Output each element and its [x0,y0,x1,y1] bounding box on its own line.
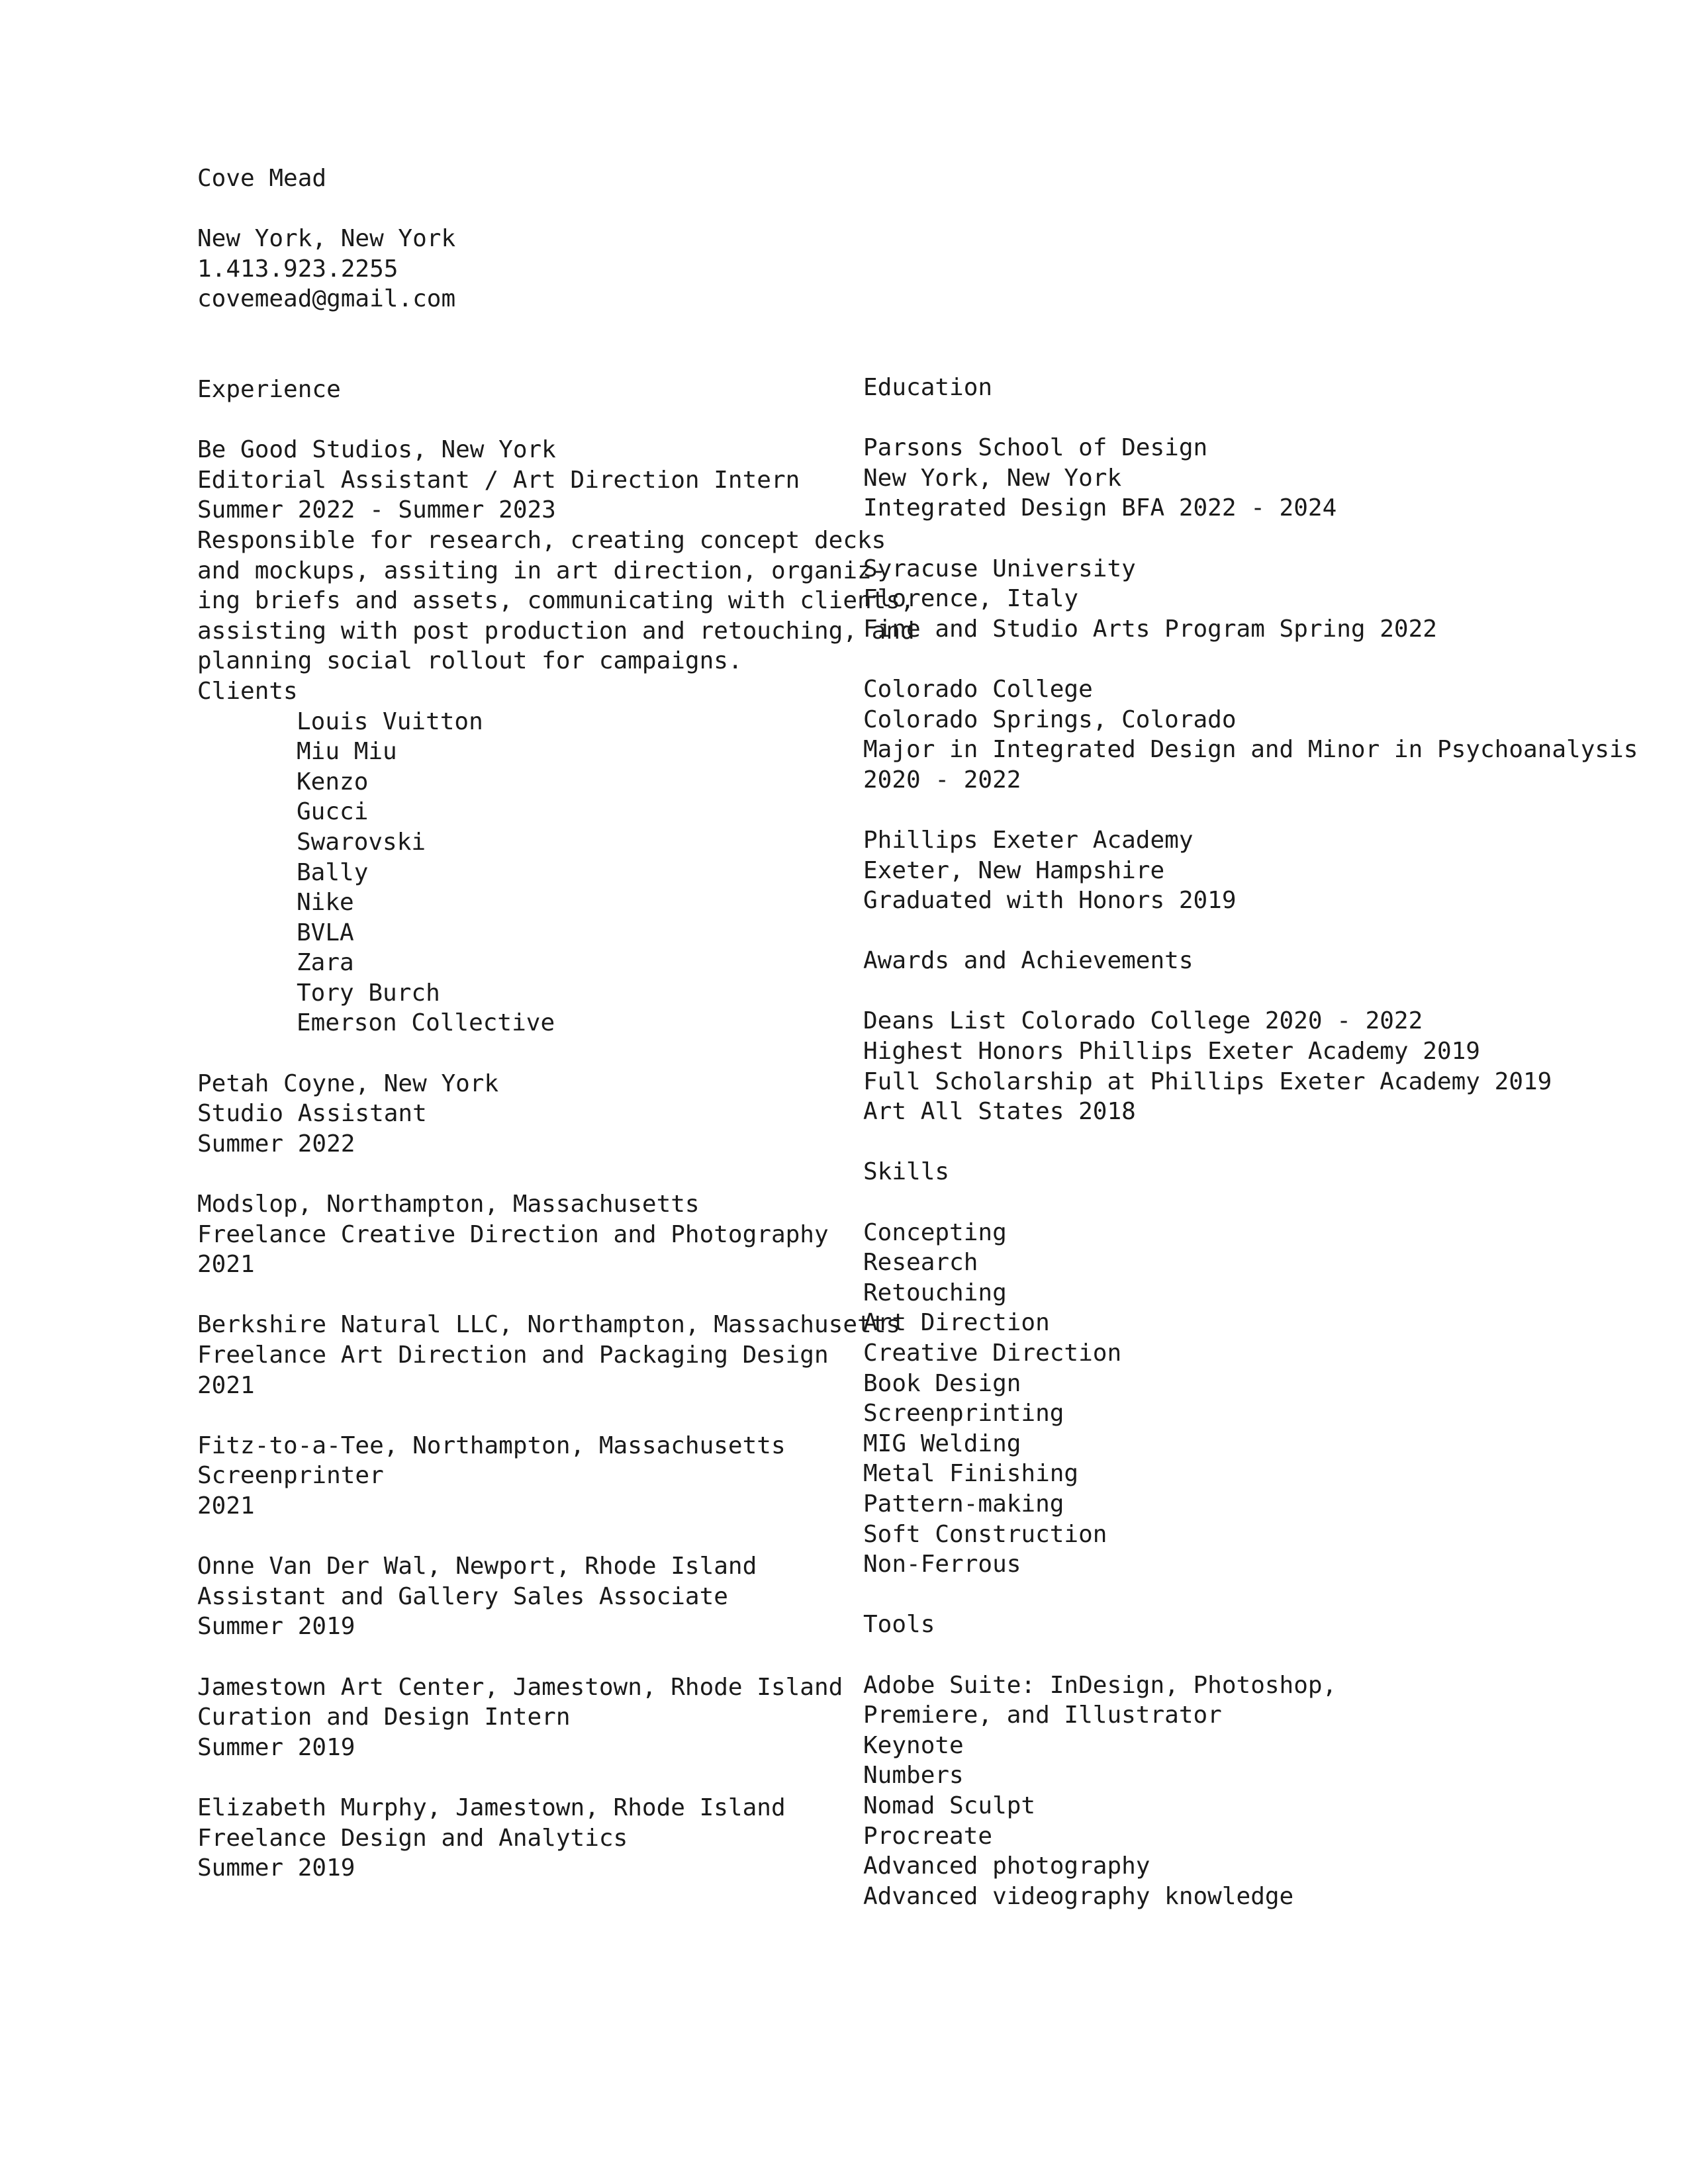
job-description-line: planning social rollout for campaigns. [197,647,743,675]
tool-item: Advanced photography [863,1852,1150,1880]
tool-item: Premiere, and Illustrator [863,1702,1222,1729]
awards-heading: Awards and Achievements [863,947,1194,975]
tools-heading: Tools [863,1611,935,1639]
skill-item: Art Direction [863,1309,1050,1337]
tool-item: Advanced videography knowledge [863,1882,1294,1910]
job-dates: 2021 [197,1371,255,1399]
skill-item: Soft Construction [863,1520,1107,1548]
name: Cove Mead [197,165,327,192]
job-entry [197,1672,915,1763]
client-item: Gucci [297,798,369,826]
client-item: BVLA [297,919,354,946]
skill-item: Book Design [863,1369,1021,1397]
job-entry [197,1310,915,1400]
right-column [863,373,1638,1911]
school-line: Graduated with Honors 2019 [863,887,1237,915]
job-role: Freelance Creative Direction and Photography [197,1220,829,1248]
school-line: Exeter, New Hampshire [863,856,1165,884]
school-line: Integrated Design BFA 2022 - 2024 [863,494,1337,522]
school-line: New York, New York [863,464,1122,492]
skill-item: Concepting [863,1218,1007,1246]
job-description-line: assisting with post production and retouching, and [197,617,915,645]
job-dates: Summer 2022 - Summer 2023 [197,496,556,524]
education-heading: Education [863,374,993,401]
skill-item: MIG Welding [863,1430,1021,1457]
client-item: Bally [297,858,369,886]
clients-label: Clients [197,677,298,705]
job-description-line: and mockups, assiting in art direction, organiz- [197,557,886,584]
client-item: Emerson Collective [297,1009,555,1037]
job-role: Assistant and Gallery Sales Associate [197,1582,728,1610]
job-role: Screenprinter [197,1462,384,1490]
job-company: Modslop, Northampton, Massachusetts [197,1191,700,1218]
client-item: Zara [297,949,354,977]
skill-item: Research [863,1249,978,1277]
client-item: Kenzo [297,768,369,796]
school-line: Syracuse University [863,555,1136,582]
award-item: Deans List Colorado College 2020 - 2022 [863,1007,1423,1035]
location: New York, New York [197,225,456,253]
client-item: Nike [297,889,354,917]
tool-item: Keynote [863,1731,964,1759]
job-role: Freelance Design and Analytics [197,1824,628,1852]
school-line: Parsons School of Design [863,434,1208,462]
job-company: Berkshire Natural LLC, Northampton, Massachusetts [197,1311,901,1339]
skill-item: Metal Finishing [863,1460,1079,1488]
job-entry [197,1793,915,1884]
job-entry [197,1069,915,1160]
job-dates: Summer 2022 [197,1130,355,1158]
job-company: Petah Coyne, New York [197,1069,499,1097]
client-item: Tory Burch [297,979,440,1007]
awards-section [863,946,1638,1127]
job-company: Elizabeth Murphy, Jamestown, Rhode Island [197,1794,786,1821]
job-description-line: ing briefs and assets, communicating with clients, [197,587,915,615]
job-role: Studio Assistant [197,1100,427,1128]
skill-item: Pattern-making [863,1490,1064,1518]
school-line: Florence, Italy [863,585,1079,613]
job-dates: 2021 [197,1251,255,1279]
skill-item: Screenprinting [863,1400,1064,1428]
school-line: Colorado Springs, Colorado [863,705,1237,733]
experience-heading: Experience [197,376,341,403]
school-line: Major in Integrated Design and Minor in Psychoanalysis [863,736,1638,764]
school-line: Colorado College [863,675,1093,703]
job-dates: 2021 [197,1492,255,1520]
job-role: Curation and Design Intern [197,1704,571,1731]
client-item: Swarovski [297,828,426,856]
skill-item: Non-Ferrous [863,1551,1021,1578]
experience-section [197,375,915,1884]
tool-item: Adobe Suite: InDesign, Photoshop, [863,1671,1337,1699]
tool-item: Numbers [863,1762,964,1790]
award-item: Full Scholarship at Phillips Exeter Academy 2019 [863,1068,1552,1095]
client-item: Louis Vuitton [297,707,483,735]
skill-item: Creative Direction [863,1340,1122,1367]
tools-section [863,1610,1638,1911]
school-line: 2020 - 2022 [863,766,1021,794]
job-role: Freelance Art Direction and Packaging Design [197,1342,829,1369]
school-line: Phillips Exeter Academy [863,826,1194,854]
skill-item: Retouching [863,1279,1007,1306]
tool-item: Nomad Sculpt [863,1792,1036,1819]
job-dates: Summer 2019 [197,1613,355,1641]
email: covemead@gmail.com [197,285,456,313]
tool-item: Procreate [863,1822,993,1850]
job-description-line: Responsible for research, creating concept decks [197,526,886,554]
award-item: Art All States 2018 [863,1098,1136,1126]
job-company: Jamestown Art Center, Jamestown, Rhode Island [197,1673,843,1701]
job-entry [197,1189,915,1280]
school-line: Fine and Studio Arts Program Spring 2022 [863,615,1437,643]
job-entry [197,1431,915,1522]
phone: 1.413.923.2255 [197,255,399,283]
job-company: Fitz-to-a-Tee, Northampton, Massachusetts [197,1432,786,1459]
skills-section [863,1157,1638,1579]
skills-heading: Skills [863,1158,950,1186]
job-role: Editorial Assistant / Art Direction Intern [197,466,800,494]
job-entry [197,435,915,1038]
award-item: Highest Honors Phillips Exeter Academy 2019 [863,1038,1480,1066]
education-section [863,373,1638,916]
client-item: Miu Miu [297,738,397,766]
job-dates: Summer 2019 [197,1733,355,1761]
job-company: Onne Van Der Wal, Newport, Rhode Island [197,1553,757,1580]
contact-header [197,163,455,314]
job-entry [197,1551,915,1642]
job-company: Be Good Studios, New York [197,436,556,464]
job-dates: Summer 2019 [197,1854,355,1882]
